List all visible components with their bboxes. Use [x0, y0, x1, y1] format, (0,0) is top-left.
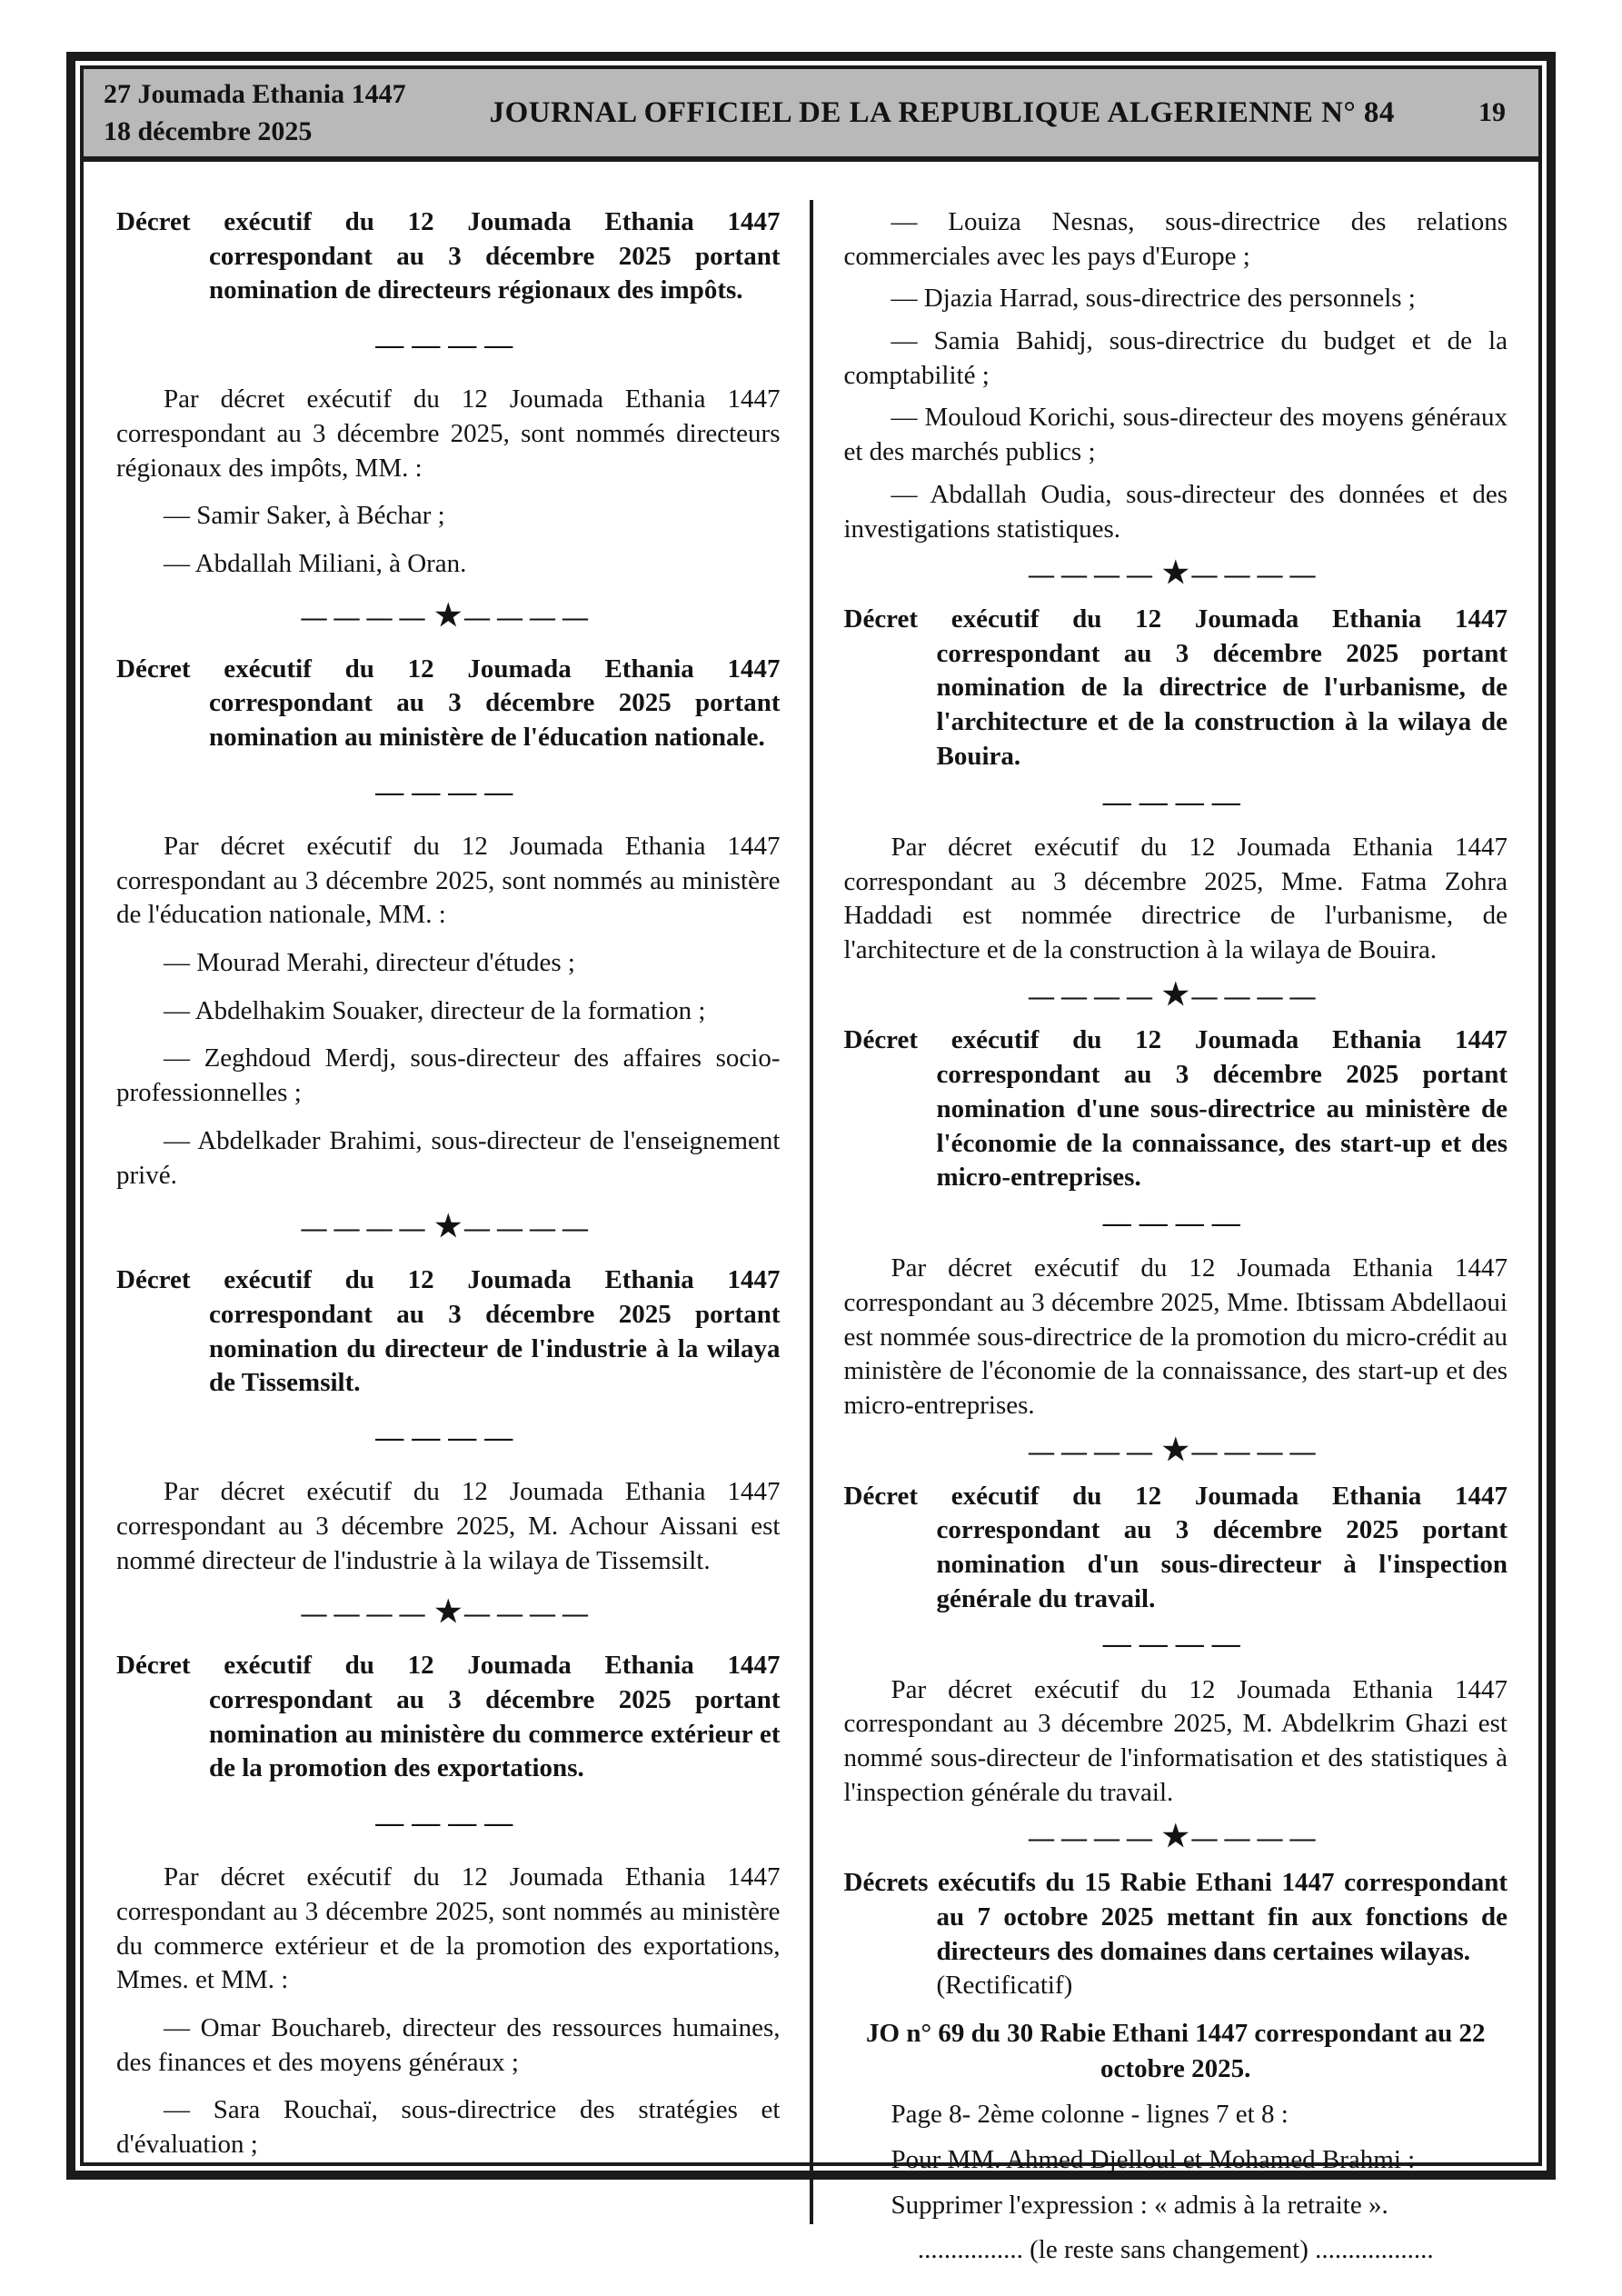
decree-paragraph: Par décret exécutif du 12 Joumada Ethania 1447 correspondant au 3 décembre 2025, sont nommés au ministère du commerce extérieur et de la promotion des exportations, Mmes. et MM. : — [116, 1862, 781, 1995]
hijri-date: 27 Joumada Ethania 1447 — [104, 78, 406, 109]
star-icon: ★ — [1161, 1821, 1189, 1854]
ellipsis-note: ................ (le reste sans changement) .................. — [917, 2235, 1434, 2265]
decree-heading: Décret exécutif du 12 Joumada Ethania 1447 correspondant au 3 décembre 2025 portant nomination du directeur de l'industrie à la wilaya de Tissemsilt. — [116, 1265, 781, 1398]
nomination-item: — Louiza Nesnas, sous-directrice des relations commerciales avec les pays d'Europe ; — [843, 207, 1508, 271]
nomination-item: — Abdelhakim Souaker, directeur de la formation ; — [164, 995, 706, 1025]
dash-separator: ———— — [375, 328, 522, 361]
nomination-item: — Samia Bahidj, sous-directrice du budget et de la comptabilité ; — [843, 326, 1508, 390]
right-column — [811, 198, 1539, 2268]
star-separator: ————★ ———— — [1028, 1433, 1323, 1467]
gregorian-date: 18 décembre 2025 — [104, 116, 313, 146]
decree-paragraph: Par décret exécutif du 12 Joumada Ethania 1447 correspondant au 3 décembre 2025, M. Achour Aissani est nommé directeur de l'industrie à la wilaya de Tissemsilt. — [116, 1477, 781, 1575]
nomination-item: — Mourad Merahi, directeur d'études ; — [164, 948, 575, 978]
decree-paragraph: Par décret exécutif du 12 Joumada Ethania 1447 correspondant au 3 décembre 2025, sont nommés directeurs régionaux des impôts, MM. : — [116, 384, 781, 483]
decree-heading: Décret exécutif du 12 Joumada Ethania 1447 correspondant au 3 décembre 2025 portant nomination de la directrice de l'urbanisme, de l'architecture et de la construction à la wilaya de Bouira. — [843, 604, 1508, 771]
nomination-item: — Abdelkader Brahimi, sous-directeur de l'enseignement privé. — [116, 1125, 781, 1190]
nomination-item: — Samir Saker, à Béchar ; — [164, 501, 445, 531]
masthead — [84, 69, 1538, 162]
decree-paragraph: Par décret exécutif du 12 Joumada Ethania 1447 correspondant au 3 décembre 2025, sont nommés au ministère de l'éducation nationale, MM. : — [116, 832, 781, 930]
masthead-dates — [104, 75, 406, 151]
decree-heading: Décret exécutif du 12 Joumada Ethania 1447 correspondant au 3 décembre 2025 portant nomination au ministère de l'éducation nationale. — [116, 654, 781, 753]
decree-heading: Décret exécutif du 12 Joumada Ethania 1447 correspondant au 3 décembre 2025 portant nomination d'une sous-directrice au ministère de l'économie de la connaissance, des start-up et des micro-entreprises. — [843, 1025, 1508, 1193]
nomination-item: — Mouloud Korichi, sous-directeur des moyens généraux et des marchés publics ; — [843, 403, 1508, 467]
star-separator: ————★ ———— — [1028, 557, 1323, 591]
page-frame-inner — [80, 65, 1542, 2265]
decree-heading: Décrets exécutifs du 15 Rabie Ethani 1447 correspondant au 7 octobre 2025 mettant fin aux fonctions de directeurs des domaines dans certaines wilayas. (Rectificatif) — [843, 1868, 1508, 2001]
decree-paragraph: Page 8- 2ème colonne - lignes 7 et 8 : — [891, 2100, 1289, 2130]
dash-separator: ———— — [1102, 1627, 1249, 1660]
star-icon: ★ — [434, 1596, 463, 1630]
star-icon: ★ — [1161, 1433, 1189, 1467]
nomination-item: — Sara Rouchaï, sous-directrice des stratégies et d'évaluation ; — [116, 2095, 781, 2159]
nomination-item: — Zeghdoud Merdj, sous-directeur des affaires socio-professionnelles ; — [116, 1043, 781, 1108]
dash-separator: ———— — [1102, 1205, 1249, 1238]
decree-heading: Décret exécutif du 12 Joumada Ethania 1447 correspondant au 3 décembre 2025 portant nomination d'un sous-directeur à l'inspection générale du travail. — [843, 1481, 1508, 1613]
star-separator: ————★ ———— — [1028, 978, 1323, 1012]
star-separator: ————★ ———— — [1028, 1821, 1323, 1854]
dash-separator: ———— — [1102, 784, 1249, 817]
decree-paragraph: Par décret exécutif du 12 Joumada Ethania 1447 correspondant au 3 décembre 2025, M. Abdelkrim Ghazi est nommé sous-directeur de l'informatisation et des statistiques à l'inspection générale du travail. — [843, 1674, 1508, 1807]
content-area — [84, 162, 1538, 2268]
page-frame — [66, 52, 1556, 2265]
star-separator: ————★ ———— — [301, 1596, 596, 1630]
decree-heading: Décret exécutif du 12 Joumada Ethania 1447 correspondant au 3 décembre 2025 portant nomination de directeurs régionaux des impôts. — [116, 207, 781, 305]
star-separator: ————★ ———— — [301, 599, 596, 633]
decree-paragraph: Par décret exécutif du 12 Joumada Ethania 1447 correspondant au 3 décembre 2025, Mme. Ibtissam Abdellaoui est nommée sous-directrice de la promotion du micro-crédit au ministère de l'économie de la connaissance, des start-up et des micro-entreprises. — [843, 1253, 1508, 1420]
nomination-item: — Abdallah Miliani, à Oran. — [164, 549, 467, 579]
decree-paragraph: Pour MM. Ahmed Djelloul et Mohamed Brahmi : — [891, 2144, 1416, 2174]
rectificatif-note: (Rectificatif) — [936, 1971, 1073, 2001]
decree-paragraph: Supprimer l'expression : « admis à la retraite ». — [891, 2190, 1388, 2220]
nomination-item: — Abdallah Oudia, sous-directeur des données et des investigations statistiques. — [843, 479, 1508, 544]
decree-heading: Décret exécutif du 12 Joumada Ethania 1447 correspondant au 3 décembre 2025 portant nomination au ministère du commerce extérieur et de la promotion des exportations. — [116, 1651, 781, 1783]
nomination-item: — Djazia Harrad, sous-directrice des personnels ; — [891, 284, 1416, 314]
star-icon: ★ — [1161, 978, 1189, 1012]
star-icon: ★ — [434, 1211, 463, 1244]
journal-title: JOURNAL OFFICIEL DE LA REPUBLIQUE ALGERIENNE N° 84 — [489, 95, 1395, 129]
left-column — [84, 198, 811, 2268]
star-icon: ★ — [1161, 557, 1189, 591]
jo-reference: JO n° 69 du 30 Rabie Ethani 1447 correspondant au 22 octobre 2025. — [866, 2018, 1486, 2084]
star-icon: ★ — [434, 599, 463, 633]
page-number: 19 — [1478, 97, 1506, 127]
dash-separator: ———— — [375, 1805, 522, 1838]
column-divider — [810, 200, 813, 2224]
dash-separator: ———— — [375, 1420, 522, 1452]
star-separator: ————★ ———— — [301, 1211, 596, 1244]
nomination-item: — Omar Bouchareb, directeur des ressources humaines, des finances et des moyens généraux ; — [116, 2012, 781, 2077]
dash-separator: ———— — [375, 774, 522, 807]
decree-paragraph: Par décret exécutif du 12 Joumada Ethania 1447 correspondant au 3 décembre 2025, Mme. Fatma Zohra Haddadi est nommée directrice de l'urbanisme, de l'architecture et de la construction à la wilaya de Bouira. — [843, 832, 1508, 964]
